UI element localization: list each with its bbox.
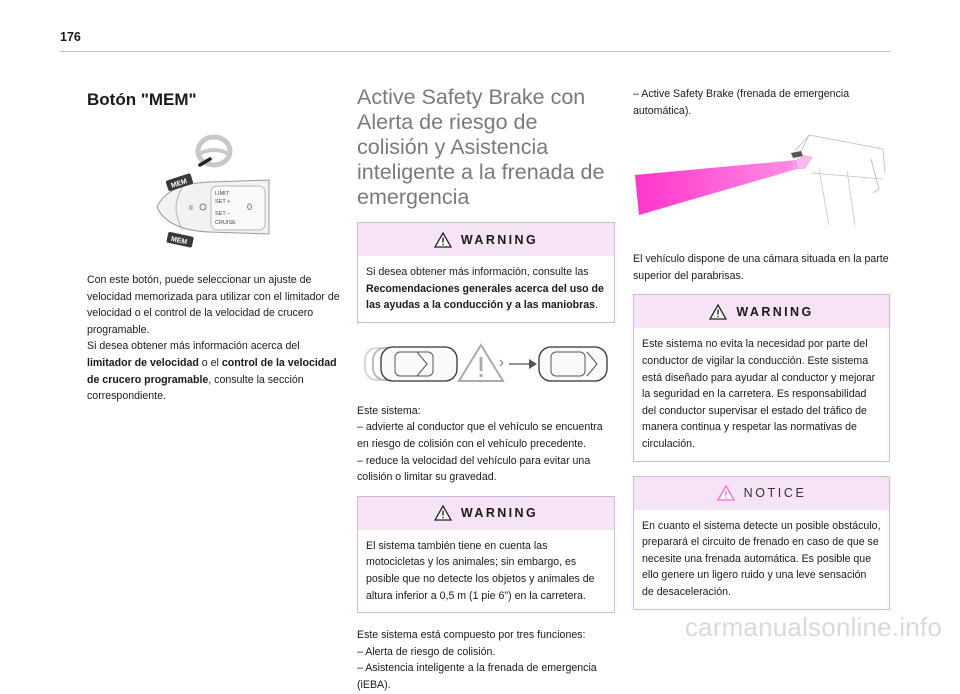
- watermark: carmanualsonline.info: [684, 612, 942, 642]
- warning-box-2-text: El sistema también tiene en cuenta las motocicletas y los animales; sin embargo, es posible que no detecte los objetos y animales de altura inferior a 0,5 m (1 pie 6") en la carretera.: [366, 539, 595, 602]
- warning-box-2-header: [358, 497, 614, 530]
- column-active-safety-brake-cont: [633, 80, 890, 610]
- asb-function-3: – Active Safety Brake (frenada de emergencia automática).: [633, 88, 850, 117]
- notice-triangle-icon: [717, 485, 735, 501]
- mem-reference: Si desea obtener más información acerca del limitador de velocidad o el control de la velocidad de crucero programable, consulte la sección correspondiente.: [87, 340, 337, 403]
- warning-box-1-title: WARNING: [460, 232, 539, 247]
- warning-box-3-header: [634, 295, 889, 328]
- warning-box-2: [357, 496, 615, 613]
- mem-heading: Botón "MEM": [87, 90, 197, 109]
- function-1: – Alerta de riesgo de colisión.: [357, 645, 496, 658]
- header-rule: [60, 51, 890, 52]
- page-number: 176: [60, 30, 81, 44]
- warning-triangle-icon: [434, 232, 452, 248]
- warning-box-3-text: Este sistema no evita la necesidad por parte del conductor de vigilar la conducción. Este sistema está diseñado para ayudar al conductor y mejorar la seguridad en la carretera. Es responsabilidad del conductor supervisar el estado del tráfico de manera continua y respetar las normativas de circulación.: [642, 338, 876, 450]
- speed-stalk-diagram: [87, 172, 343, 250]
- stalk-label-cruise: CRUISE: [215, 220, 236, 226]
- notice-box-header: [634, 477, 889, 510]
- stalk-label-set-plus: SET +: [215, 199, 231, 205]
- notice-box-title: NOTICE: [743, 486, 807, 501]
- collision-diagram: [357, 339, 615, 391]
- camera-description: El vehículo dispone de una cámara situada en la parte superior del parabrisas.: [633, 253, 889, 282]
- functions-title: Este sistema está compuesto por tres funciones:: [357, 629, 586, 642]
- function-2: – Asistencia inteligente a la frenada de emergencia (iEBA).: [357, 662, 597, 691]
- notice-box: [633, 476, 890, 610]
- asb-heading: Active Safety Brake con Alerta de riesgo de colisión y Asistencia inteligente a la frenada de emergencia: [357, 85, 605, 209]
- system-item-1: – advierte al conductor que el vehículo se encuentra en riesgo de colisión con el vehículo precedente.: [357, 421, 603, 450]
- stalk-label-ii: II: [189, 205, 193, 212]
- stalk-label-limit: LIMIT: [215, 191, 230, 197]
- warning-box-3-title: WARNING: [736, 304, 814, 319]
- warning-box-1-header: [358, 223, 614, 256]
- warning-box-1-text: Si desea obtener más información, consulte las Recomendaciones generales acerca del uso de las ayudas a la conducción y a las maniobras.: [366, 266, 604, 312]
- mem-description: Con este botón, puede seleccionar un ajuste de velocidad memorizada para utilizar con el limitador de velocidad o el control de la velocidad de crucero programable.: [87, 274, 340, 336]
- stalk-label-zero: 0: [247, 202, 253, 212]
- stalk-mem-bottom: MEM: [170, 235, 188, 247]
- warning-triangle-icon: [434, 505, 452, 521]
- warning-box-2-title: WARNING: [460, 506, 539, 521]
- warning-box-3: [633, 294, 890, 461]
- system-title: Este sistema:: [357, 404, 421, 417]
- column-active-safety-brake: [357, 80, 615, 694]
- steering-wheel-icon: [87, 130, 343, 170]
- stalk-mem-top: MEM: [170, 178, 189, 190]
- warning-triangle-icon: [709, 304, 727, 320]
- column-mem-button: [87, 80, 343, 405]
- warning-box-1: [357, 222, 615, 323]
- windscreen-camera-diagram: [633, 129, 890, 229]
- notice-box-text: En cuanto el sistema detecte un posible obstáculo, preparará el circuito de frenado en caso de que se necesite una frenada automática. Es posible que ello genere un ligero ruido y una leve sensación de desaceleración.: [642, 519, 881, 598]
- stalk-label-set-minus: SET –: [215, 211, 231, 217]
- system-item-2: – reduce la velocidad del vehículo para evitar una colisión o limitar su gravedad.: [357, 454, 591, 484]
